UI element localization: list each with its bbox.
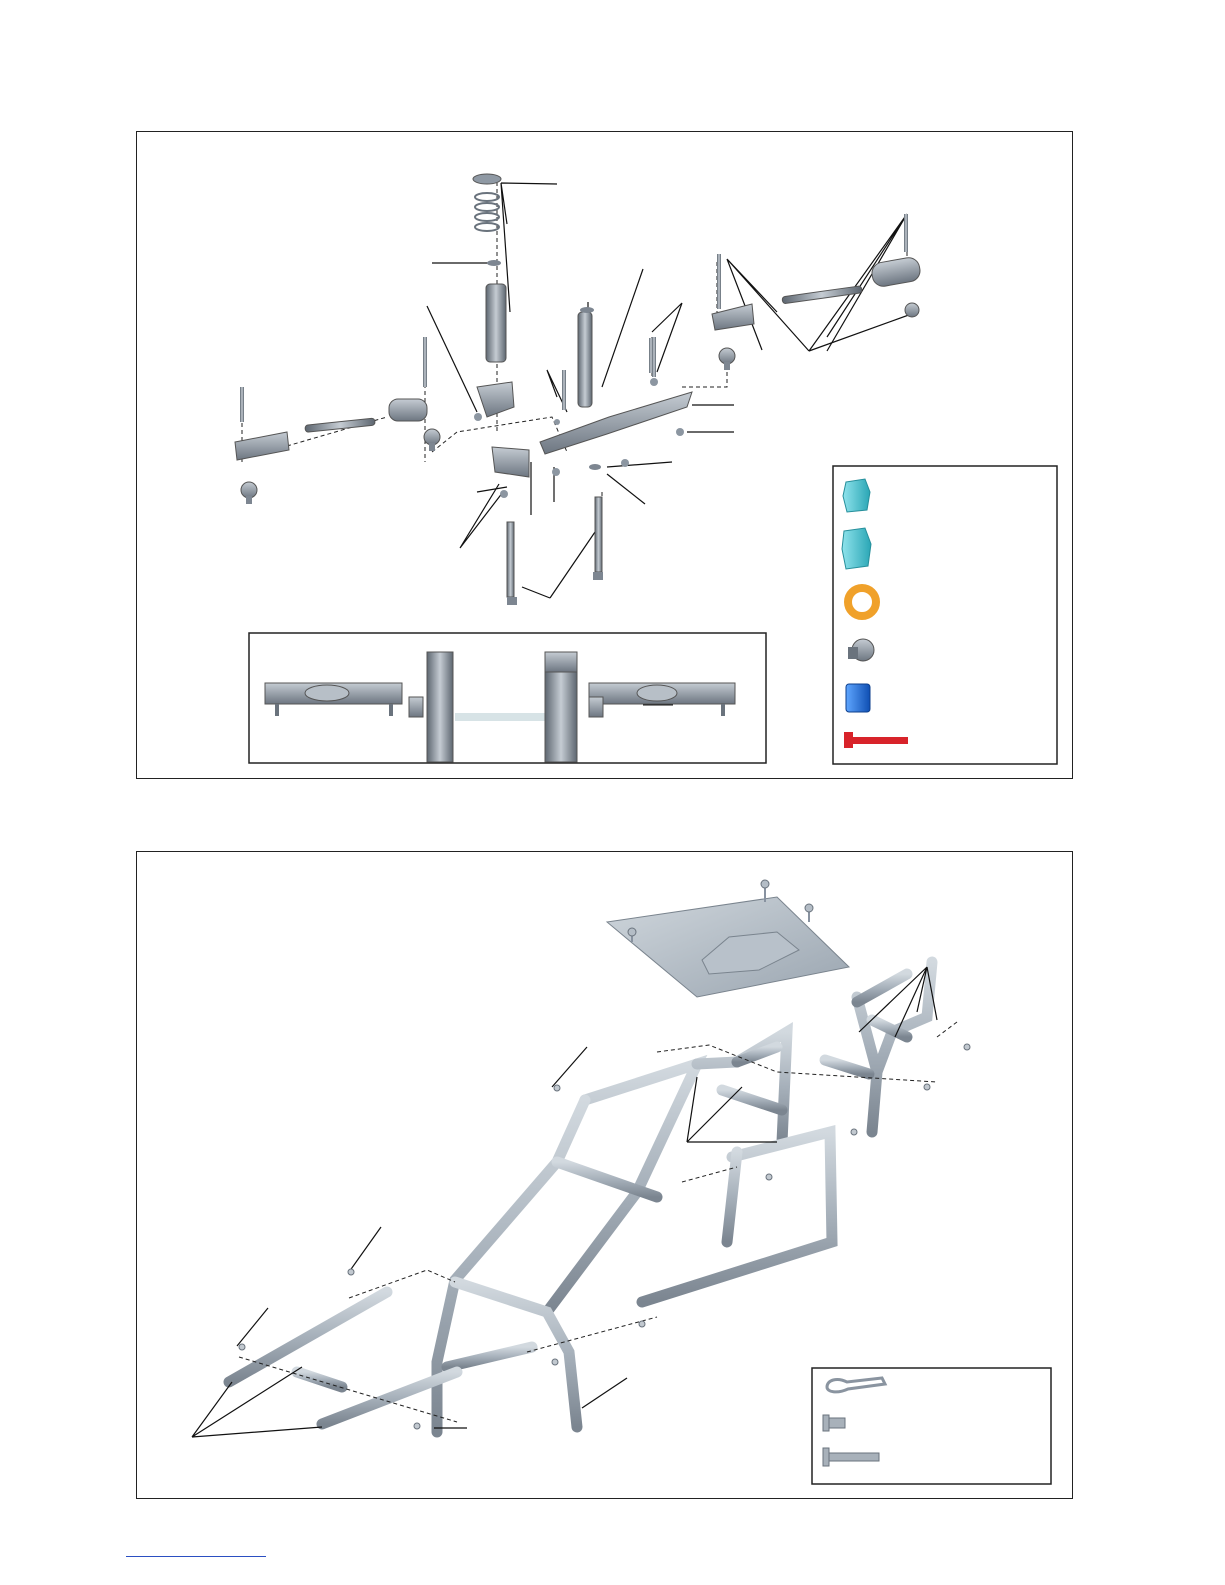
steering-diagram-panel <box>136 131 1073 779</box>
cage-leader-lines <box>192 967 937 1437</box>
steering-exploded-diagram <box>137 132 1074 780</box>
steering-parts-legend <box>833 466 1057 764</box>
roll-cage-tubes <box>229 962 932 1432</box>
roof-plate <box>607 880 849 997</box>
spring-assembly <box>473 174 506 362</box>
nylon-nut-small-icon <box>843 479 870 512</box>
nylon-nut-large-icon <box>842 528 871 569</box>
bellcrank-left <box>477 382 514 417</box>
roll-cage-diagram-panel <box>136 851 1073 1499</box>
roll-cage-exploded-diagram <box>137 852 1074 1500</box>
assembled-view-inset <box>249 633 766 763</box>
left-tie-rod <box>235 337 440 504</box>
bushing-icon <box>846 684 870 712</box>
frame-parts-legend <box>812 1368 1051 1484</box>
footer-rule <box>126 1556 266 1557</box>
